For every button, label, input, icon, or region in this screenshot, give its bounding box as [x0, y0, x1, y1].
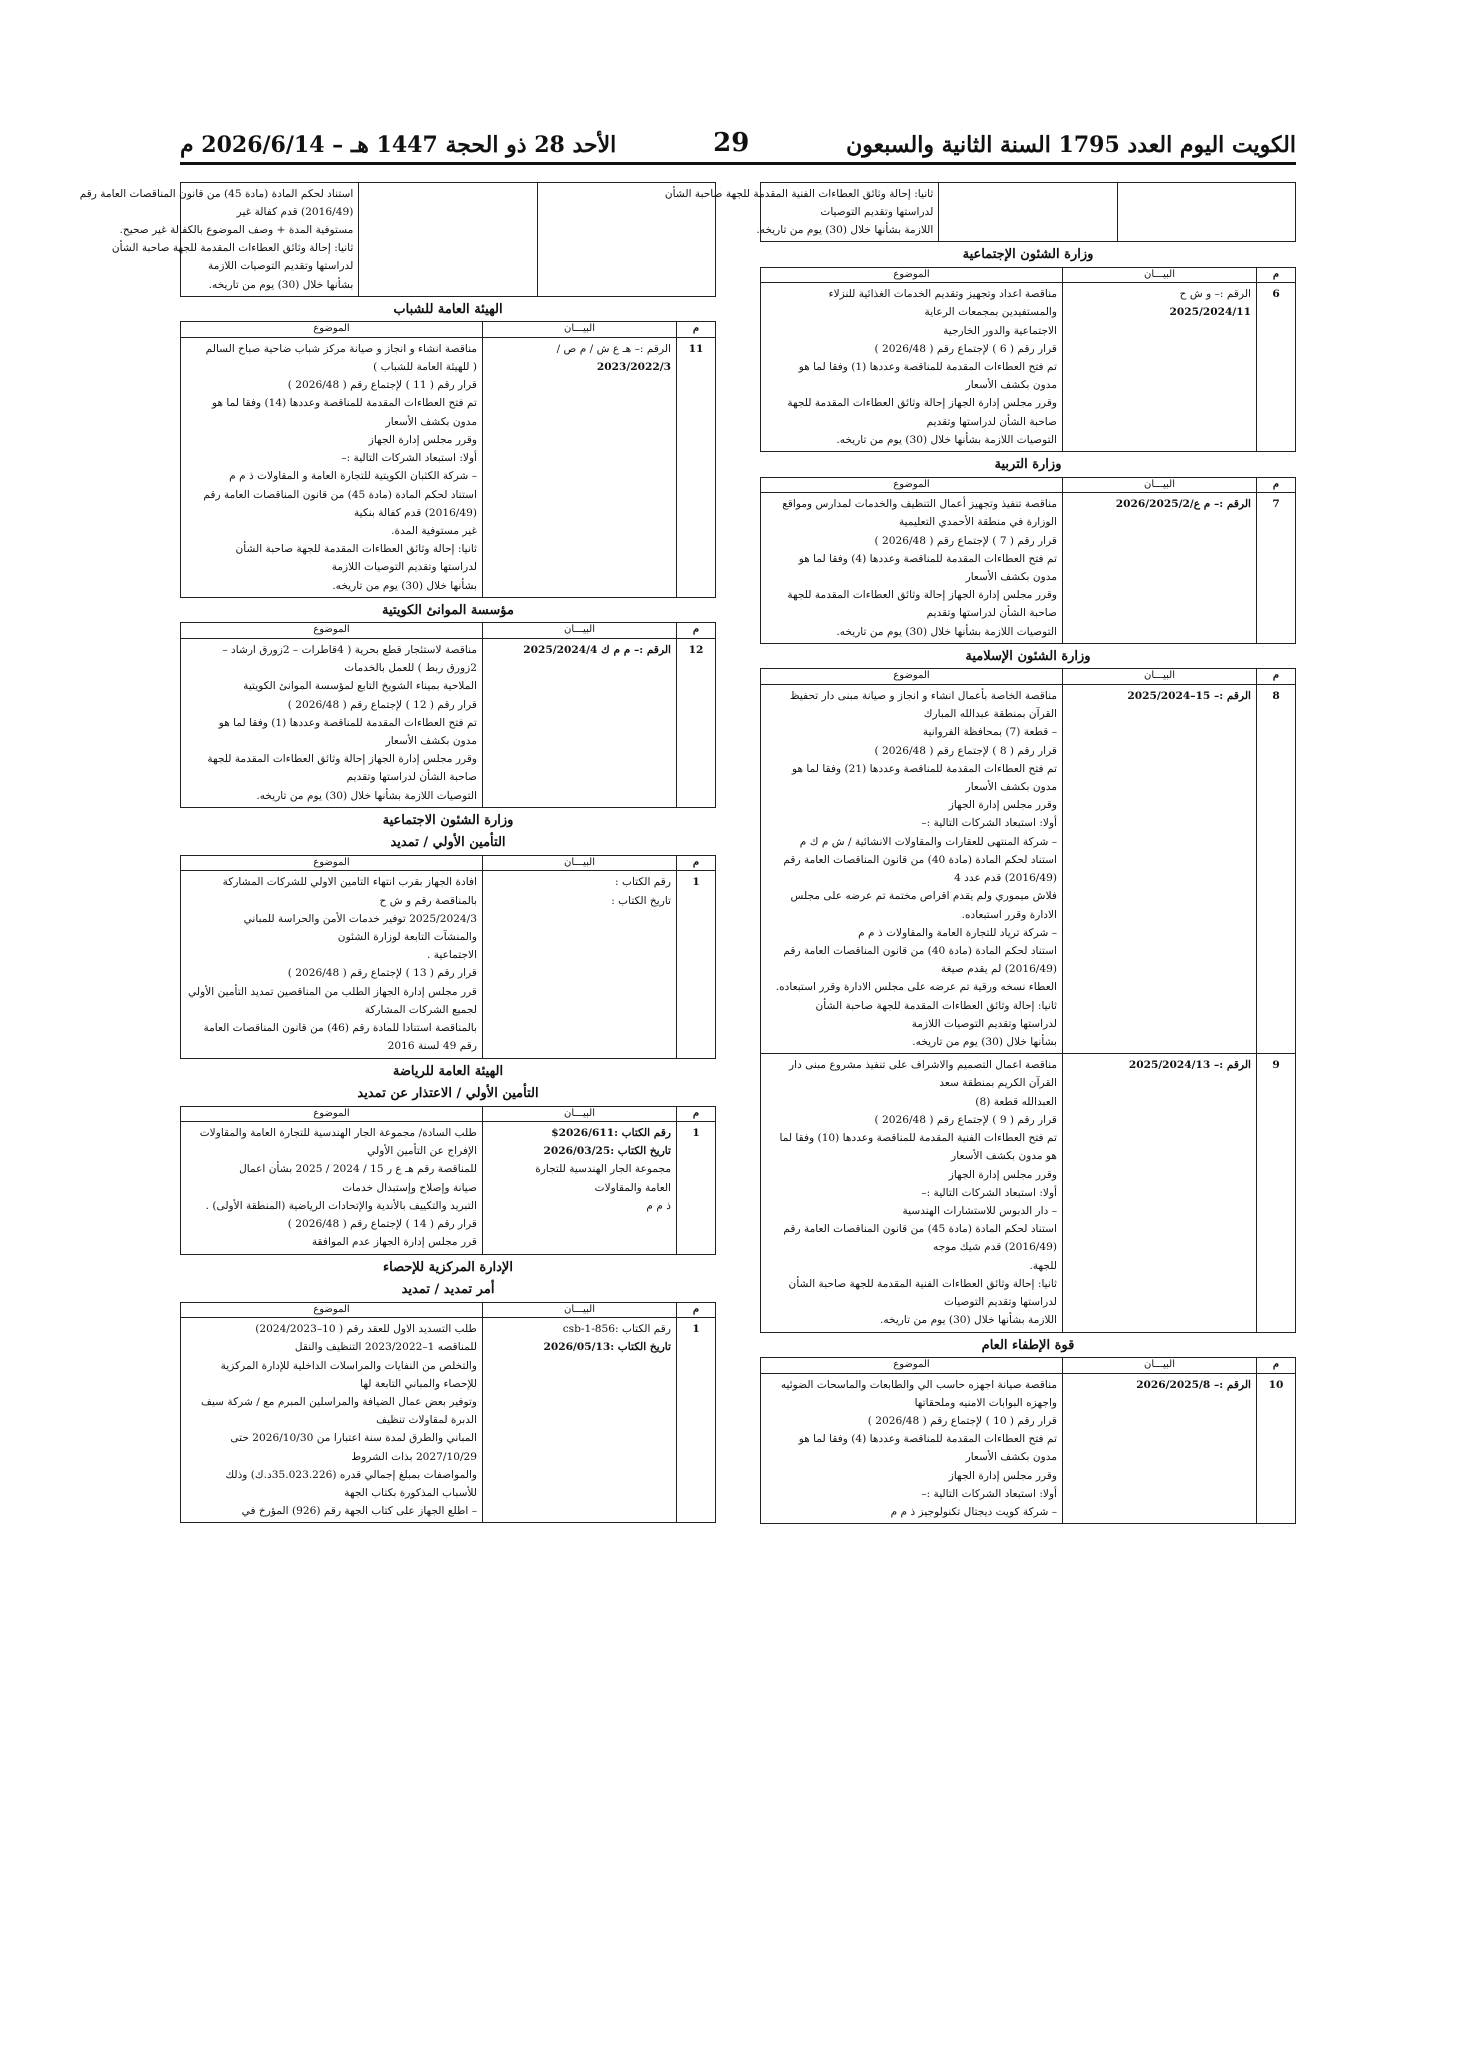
subject-line: 2زورق ربط ) للعمل بالخدمات	[344, 662, 477, 675]
table-row	[761, 283, 1296, 452]
subject-line: ثانيا: إحالة وثائق العطاءات المقدمة للجهة صاحبة الشأن	[235, 543, 477, 556]
item-number: 1	[677, 1122, 716, 1255]
subject-line: تم فتح العطاءات المقدمة للمناقصة وعددها (1) وفقا لما هو	[798, 361, 1057, 374]
subject-line: ثانيا: إحالة وثائق العطاءات الفنية المقدمة للجهة صاحبة الشأن	[788, 1277, 1057, 1290]
column-header-s: الموضوع	[181, 322, 483, 338]
table-row	[761, 182, 1296, 242]
column-header-b: البيـــان	[483, 322, 677, 338]
subject-cell	[181, 638, 483, 807]
subject-line: بالمناقصة استنادا للمادة رقم (46) من قانون المناقصات العامة	[203, 1022, 477, 1035]
reference-cell	[483, 871, 677, 1058]
section-title: وزارة الشئون الإجتماعية	[962, 247, 1094, 263]
subject-cell	[181, 871, 483, 1058]
column-header-b: البيـــان	[483, 623, 677, 639]
column-header-b: البيـــان	[483, 1106, 677, 1122]
column-header-s: الموضوع	[761, 267, 1063, 283]
subject-line: قرار رقم ( 6 ) لإجتماع رقم ( 2026/48 )	[874, 342, 1057, 355]
issue-info: الكويت اليوم العدد 1795 السنة الثانية والسبعون	[846, 132, 1296, 158]
subject-cell	[761, 1054, 1063, 1332]
decision-table	[760, 267, 1296, 452]
subject-line: تم فتح العطاءات المقدمة للمناقصة وعددها (4) وفقا لما هو	[798, 552, 1057, 565]
item-number	[1117, 182, 1295, 242]
subject-line: مدون بكشف الأسعار	[965, 379, 1057, 392]
subject-cell	[79, 182, 359, 296]
section-title: وزارة الشئون الاجتماعية	[382, 812, 514, 828]
decision-table	[760, 668, 1296, 1332]
subject-line: مناقصة صيانة اجهزه حاسب الي والطابعات والماسحات الضوئيه	[780, 1378, 1057, 1391]
column-header-s: الموضوع	[181, 1106, 483, 1122]
subject-line: ثانيا: إحالة وثائق العطاءات الفنية المقدمة للجهة صاحبة الشأن	[664, 187, 934, 200]
subject-line: الاجتماعية .	[426, 949, 477, 962]
subject-line: اللازمة بشأنها خلال (30) يوم من تاريخه.	[756, 223, 934, 236]
subject-line: قرر مجلس إدارة الجهاز عدم الموافقة	[311, 1236, 477, 1249]
subject-line: اللازمة بشأنها خلال (30) يوم من تاريخه.	[879, 1314, 1057, 1327]
section-subtitle: أمر تمديد / تمديد	[401, 1282, 495, 1298]
section-title: وزارة التربية	[994, 457, 1062, 473]
subject-line: طلب التسديد الاول للعقد رقم ( 10–2024/2023)	[255, 1323, 477, 1336]
reference-line: 2023/2022/3	[596, 361, 671, 374]
item-number: 7	[1257, 493, 1296, 644]
column-header-b: البيـــان	[1063, 1358, 1257, 1374]
column-header-m: م	[677, 855, 716, 871]
subject-line: مدون بكشف الأسعار	[385, 734, 477, 747]
subject-line: قرار رقم ( 11 ) لإجتماع رقم ( 2026/48 )	[287, 379, 477, 392]
reference-cell	[483, 1318, 677, 1523]
reference-cell	[1063, 1373, 1257, 1524]
table-row	[181, 182, 716, 296]
subject-cell	[761, 1373, 1063, 1524]
reference-cell	[1063, 283, 1257, 452]
subject-line: الدبرة لمقاولات تنظيف	[376, 1414, 477, 1427]
page-number: 29	[713, 128, 750, 158]
reference-cell	[483, 337, 677, 597]
subject-line: صاحبة الشأن لدراستها وتقديم	[926, 415, 1057, 428]
subject-line: تم فتح العطاءات الفنية المقدمة للمناقصة وعددها (10) وفقا لما	[779, 1132, 1057, 1145]
column-header-m: م	[1257, 477, 1296, 493]
subject-line: قرار رقم ( 10 ) لإجتماع رقم ( 2026/48 )	[867, 1414, 1057, 1427]
subject-line: استناد لحكم المادة (مادة 45) من قانون المناقصات العامة رقم	[79, 187, 354, 200]
subject-line: قرار رقم ( 9 ) لإجتماع رقم ( 2026/48 )	[874, 1113, 1057, 1126]
subject-line: الاجتماعية والدور الخارجية	[943, 324, 1057, 337]
subject-line: 2025/2024/3 توفير خدمات الأمن والحراسة للمباني	[243, 912, 477, 925]
subject-line: لدراستها وتقديم التوصيات	[820, 205, 934, 218]
subject-line: لدراستها وتقديم التوصيات اللازمة	[331, 561, 477, 574]
column-header-m: م	[677, 623, 716, 639]
column-header-b: البيـــان	[483, 855, 677, 871]
subject-cell	[181, 337, 483, 597]
item-number: 9	[1257, 1054, 1296, 1332]
subject-line: للمناقصه 1–2023/2022 التنظيف والنقل	[294, 1341, 477, 1354]
section-subtitle: التأمين الأولي / تمديد	[390, 835, 506, 851]
reference-line: رقم الكتاب :2026/611$	[551, 1127, 671, 1140]
subject-line: بالمناقصة رقم و ش ح	[379, 894, 477, 907]
reference-cell	[1063, 1054, 1257, 1332]
subject-line: ثانيا: إحالة وثائق العطاءات المقدمة للجهة صاحبة الشأن	[111, 242, 354, 255]
subject-line: وقرر مجلس إدارة الجهاز	[948, 1469, 1057, 1482]
table-header-row	[761, 477, 1296, 493]
subject-line: للإحصاء والمباني التابعة لها	[360, 1377, 477, 1390]
column-header-m: م	[1257, 267, 1296, 283]
subject-line: للمناقصة رقم هـ ع ر 15 / 2024 / 2025 بشأن اعمال	[239, 1163, 477, 1176]
table-row	[761, 684, 1296, 1053]
table-row	[761, 493, 1296, 644]
subject-line: لجميع الشركات المشاركة	[364, 1003, 477, 1016]
subject-line: – شركة كويت ديجتال تكنولوجيز ذ م م	[890, 1506, 1057, 1519]
decision-table	[180, 855, 716, 1059]
subject-line: لدراستها وتقديم التوصيات اللازمة	[911, 1017, 1057, 1030]
reference-line: الرقم :– م ع/2026/2025/2	[1115, 498, 1251, 511]
subject-line: (2016/49) قدم عدد 4	[954, 872, 1057, 885]
reference-line: ذ م م	[646, 1199, 671, 1212]
subject-line: مناقصة لاستئجار قطع بحرية ( 4قاطرات – 2زورق ارشاد –	[222, 643, 477, 656]
subject-line: التوصيات اللازمة بشأنها خلال (30) يوم من تاريخه.	[256, 789, 477, 802]
subject-line: قرار رقم ( 7 ) لإجتماع رقم ( 2026/48 )	[874, 534, 1057, 547]
subject-line: – اطلع الجهاز على كتاب الجهة رقم (926) المؤرخ في	[241, 1505, 477, 1518]
table-header-row	[761, 267, 1296, 283]
subject-cell	[761, 684, 1063, 1053]
decision-table	[180, 1106, 716, 1255]
column-header-m: م	[677, 1106, 716, 1122]
subject-line: لدراستها وتقديم التوصيات اللازمة	[208, 260, 354, 273]
subject-line: قرار رقم ( 14 ) لإجتماع رقم ( 2026/48 )	[287, 1218, 477, 1231]
subject-line: للجهة.	[1029, 1259, 1057, 1272]
reference-line: رقم الكتاب :	[615, 876, 671, 889]
subject-line: غير مستوفية المدة.	[391, 525, 477, 537]
subject-cell	[181, 1318, 483, 1523]
reference-line: الرقم :– و ش ح	[1179, 288, 1251, 301]
subject-cell	[181, 1122, 483, 1255]
table-row	[761, 1054, 1296, 1332]
subject-line: والمنشآت التابعة لوزارة الشئون	[337, 931, 477, 943]
page-header	[180, 118, 1296, 158]
item-number: 1	[677, 871, 716, 1058]
subject-line: استناد لحكم المادة (مادة 45) من قانون المناقصات العامة رقم	[203, 488, 477, 501]
subject-line: مناقصة الخاصة بأعمال انشاء و انجاز و صيانة مبنى دار تحفيظ	[789, 689, 1057, 702]
decision-table	[79, 182, 716, 297]
subject-line: – شركة المنتهى للعقارات والمقاولات الانشائية / ش م ك م	[799, 835, 1057, 848]
section-title: الإدارة المركزية للإحصاء	[383, 1259, 513, 1275]
table-header-row	[181, 855, 716, 871]
subject-line: قرار رقم ( 13 ) لإجتماع رقم ( 2026/48 )	[287, 967, 477, 980]
table-row	[181, 871, 716, 1058]
item-number: 8	[1257, 684, 1296, 1053]
section-title: مؤسسة الموانئ الكويتية	[382, 602, 514, 618]
section-title: وزارة الشئون الإسلامية	[965, 648, 1091, 664]
subject-line: مناقصة انشاء و انجاز و صيانة مركز شباب ضاحية صباح السالم	[205, 342, 477, 355]
reference-line: الرقم :– 15–2025/2024	[1127, 689, 1251, 702]
table-header-row	[181, 623, 716, 639]
subject-line: ( للهيئة العامة للشباب )	[373, 361, 477, 374]
reference-cell	[359, 182, 537, 296]
subject-line: الإفراج عن التأمين الأولي	[367, 1145, 477, 1158]
subject-line: أولا: استبعاد الشركات التالية :–	[921, 817, 1057, 830]
item-number: 11	[677, 337, 716, 597]
left-column	[79, 182, 716, 1523]
subject-line: وتوفير بعض عمال الضيافة والمراسلين المبرم مع / شركة سيف	[201, 1395, 477, 1408]
item-number: 12	[677, 638, 716, 807]
item-number: 10	[1257, 1373, 1296, 1524]
table-header-row	[181, 1106, 716, 1122]
table-header-row	[181, 322, 716, 338]
subject-line: العطاء نسخه ورقية تم عرضه على مجلس الادارة وقرر استبعاده.	[775, 981, 1057, 994]
subject-line: والتخلص من النفايات والمراسلات الداخلية للإدارة المركزية	[220, 1359, 477, 1372]
subject-line: استناد لحكم المادة (مادة 40) من قانون المناقصات العامة رقم	[783, 853, 1057, 866]
subject-line: رقم 49 لسنة 2016	[387, 1040, 477, 1053]
reference-line: العامة والمقاولات	[594, 1181, 671, 1194]
subject-line: (2016/49) قدم كفالة غير	[236, 205, 354, 218]
subject-line: (2016/49) قدم كفالة بنكية	[354, 506, 477, 519]
reference-cell	[1063, 684, 1257, 1053]
reference-line: مجموعة الجار الهندسية للتجارة	[535, 1163, 671, 1176]
subject-cell	[761, 283, 1063, 452]
subject-line: فلاش ميموري ولم يقدم اقراص مختمة تم عرضه على مجلس	[790, 890, 1057, 903]
subject-line: تم فتح العطاءات المقدمة للمناقصة وعددها (21) وفقا لما هو	[792, 762, 1057, 775]
reference-line: تاريخ الكتاب :2026/05/13	[543, 1341, 671, 1354]
reference-line: الرقم :– م م ك 2025/2024/4	[523, 643, 671, 656]
subject-line: – قطعة (7) بمحافظة الفروانية	[922, 726, 1057, 739]
subject-line: مناقصة تنفيذ وتجهيز أعمال التنظيف والخدمات لمدارس ومواقع	[782, 498, 1057, 511]
subject-line: (2016/49) قدم شيك موجه	[933, 1241, 1057, 1254]
subject-line: التوصيات اللازمة بشأنها خلال (30) يوم من تاريخه.	[836, 433, 1057, 446]
subject-line: وقرر مجلس إدارة الجهاز إحالة وثائق العطاءات المقدمة للجهة	[787, 589, 1057, 602]
table-row	[181, 1122, 716, 1255]
subject-line: الادارة وقرر استبعاده.	[961, 908, 1057, 921]
subject-line: – دار الدبوس للاستشارات الهندسية	[902, 1205, 1057, 1217]
column-header-b: البيـــان	[1063, 267, 1257, 283]
column-header-s: الموضوع	[761, 477, 1063, 493]
reference-line: تاريخ الكتاب :	[611, 894, 671, 907]
subject-line: مدون بكشف الأسعار	[965, 1451, 1057, 1464]
subject-line: ثانيا: إحالة وثائق العطاءات المقدمة للجهة صاحبة الشأن	[815, 999, 1057, 1012]
table-header-row	[761, 669, 1296, 685]
subject-line: مستوفية المدة + وصف الموضوع بالكفالة غير صحيح.	[119, 223, 354, 236]
table-row	[181, 337, 716, 597]
column-header-m: م	[1257, 1358, 1296, 1374]
column-header-s: الموضوع	[181, 855, 483, 871]
subject-cell	[664, 182, 939, 242]
subject-line: الملاحية بميناء الشويخ التابع لمؤسسة الموانئ الكويتية	[243, 680, 477, 693]
reference-cell	[939, 182, 1117, 242]
subject-line: افادة الجهاز بقرب انتهاء التامين الاولي للشركات المشاركة	[222, 876, 477, 889]
section-title: الهيئة العامة للرياضة	[392, 1063, 504, 1079]
subject-line: مناقصة اعمال التصميم والاشراف على تنفيذ مشروع مبنى دار	[789, 1059, 1057, 1072]
subject-line: صاحبة الشأن لدراستها وتقديم	[346, 771, 477, 784]
subject-line: قرر مجلس إدارة الجهاز الطلب من المناقصين تمديد التأمين الأولي	[188, 985, 477, 998]
subject-line: بشأنها خلال (30) يوم من تاريخه.	[208, 278, 354, 291]
section-title: قوة الإطفاء العام	[981, 1337, 1075, 1353]
subject-line: والمواصفات بمبلغ إجمالي قدره (35.023.226د.ك) وذلك	[225, 1468, 477, 1481]
decision-table	[760, 477, 1296, 644]
subject-line: تم فتح العطاءات المقدمة للمناقصة وعددها (14) وفقا لما هو	[212, 397, 477, 410]
subject-line: واجهزه البوابات الامنيه وملحقاتها	[914, 1396, 1057, 1409]
reference-cell	[483, 1122, 677, 1255]
reference-line: الرقم :– 2025/2024/13	[1128, 1059, 1251, 1072]
subject-line: طلب السادة/ مجموعة الجار الهندسية للتجارة العامة والمقاولات	[199, 1127, 477, 1140]
column-header-s: الموضوع	[761, 1358, 1063, 1374]
item-number	[537, 182, 715, 296]
subject-line: أولا: استبعاد الشركات التالية :–	[921, 1186, 1057, 1199]
subject-line: وقرر مجلس إدارة الجهاز إحالة وثائق العطاءات المقدمة للجهة	[787, 397, 1057, 410]
table-row	[761, 1373, 1296, 1524]
subject-line: بشأنها خلال (30) يوم من تاريخه.	[912, 1036, 1057, 1049]
table-header-row	[761, 1358, 1296, 1374]
column-header-m: م	[677, 1302, 716, 1318]
reference-cell	[1063, 493, 1257, 644]
subject-line: استناد لحكم المادة (مادة 40) من قانون المناقصات العامة رقم	[783, 944, 1057, 957]
subject-line: – شركة الكثبان الكويتية للتجارة العامة و المقاولات ذ م م	[229, 470, 477, 483]
section-title: الهيئة العامة للشباب	[393, 301, 503, 317]
column-header-m: م	[1257, 669, 1296, 685]
section-subtitle: التأمين الأولي / الاعتذار عن تمديد	[357, 1086, 539, 1102]
subject-line: وقرر مجلس إدارة الجهاز	[948, 799, 1057, 812]
subject-line: صاحبة الشأن لدراستها وتقديم	[926, 607, 1057, 620]
subject-line: للأسباب المذكورة بكتاب الجهة	[344, 1487, 477, 1500]
subject-line: صيانة وإصلاح وإستبدال خدمات	[342, 1181, 477, 1194]
decision-table	[180, 1302, 716, 1524]
column-header-s: الموضوع	[761, 669, 1063, 685]
subject-line: قرار رقم ( 12 ) لإجتماع رقم ( 2026/48 )	[287, 698, 477, 711]
subject-line: القرآن الكريم بمنطقة سعد	[939, 1077, 1057, 1090]
decision-table	[180, 622, 716, 807]
item-number: 1	[677, 1318, 716, 1523]
subject-line: المباني والطرق لمدة سنة اعتبارا من 2026/10/30 حتى	[230, 1432, 477, 1445]
decision-table	[760, 1357, 1296, 1524]
column-header-b: البيـــان	[483, 1302, 677, 1318]
subject-cell	[761, 493, 1063, 644]
column-header-s: الموضوع	[181, 1302, 483, 1318]
subject-line: مناقصة اعداد وتجهيز وتقديم الخدمات الغذائية للنزلاء	[828, 288, 1057, 301]
table-header-row	[181, 1302, 716, 1318]
item-number: 6	[1257, 283, 1296, 452]
decision-table	[180, 321, 716, 598]
column-header-s: الموضوع	[181, 623, 483, 639]
subject-line: – شركة ترياد للتجارة العامة والمقاولات ذ م م	[858, 926, 1057, 939]
table-row	[181, 1318, 716, 1523]
subject-line: هو مدون بكشف الأسعار	[951, 1150, 1057, 1163]
subject-line: بشأنها خلال (30) يوم من تاريخه.	[332, 579, 477, 592]
column-header-m: م	[677, 322, 716, 338]
column-header-b: البيـــان	[1063, 477, 1257, 493]
subject-line: القرآن بمنطقة عبدالله المبارك	[923, 708, 1057, 721]
subject-line: 2027/10/29 بذات الشروط	[351, 1450, 477, 1463]
subject-line: التبريد والتكييف بالأندية والإتحادات الرياضية (المنطقة الأولى) .	[205, 1199, 477, 1212]
subject-line: قرار رقم ( 8 ) لإجتماع رقم ( 2026/48 )	[874, 744, 1057, 757]
subject-line: لدراستها وتقديم التوصيات	[944, 1296, 1057, 1309]
table-row	[181, 638, 716, 807]
subject-line: تم فتح العطاءات المقدمة للمناقصة وعددها (1) وفقا لما هو	[218, 716, 477, 729]
subject-line: (2016/49) لم يقدم صيغة	[940, 963, 1057, 976]
reference-line: الرقم :– 2026/2025/8	[1136, 1378, 1251, 1391]
subject-line: أولا: استبعاد الشركات التالية :–	[921, 1487, 1057, 1500]
subject-line: مدون بكشف الأسعار	[965, 780, 1057, 793]
header-rule	[180, 162, 1296, 165]
reference-cell	[483, 638, 677, 807]
subject-line: التوصيات اللازمة بشأنها خلال (30) يوم من تاريخه.	[836, 625, 1057, 638]
subject-line: أولا: استبعاد الشركات التالية :–	[341, 452, 477, 465]
subject-line: استناد لحكم المادة (مادة 45) من قانون المناقصات العامة رقم	[783, 1223, 1057, 1236]
date-info: الأحد 28 ذو الحجة 1447 هـ – 2026/6/14 م	[180, 132, 617, 158]
subject-line: والمستفيدين بمجمعات الرعاية	[924, 306, 1057, 319]
subject-line: الوزارة في منطقة الأحمدي التعليمية	[898, 516, 1057, 529]
subject-line: مدون بكشف الأسعار	[965, 571, 1057, 583]
subject-line: تم فتح العطاءات المقدمة للمناقصة وعددها (4) وفقا لما هو	[798, 1433, 1057, 1446]
reference-line: رقم الكتاب :csb-1-856	[562, 1323, 671, 1336]
subject-line: وقرر مجلس إدارة الجهاز إحالة وثائق العطاءات المقدمة للجهة	[207, 753, 477, 766]
decision-table	[664, 182, 1296, 242]
subject-line: وقرر مجلس إدارة الجهاز	[368, 433, 477, 446]
subject-line: وقرر مجلس إدارة الجهاز	[948, 1168, 1057, 1181]
reference-line: 2025/2024/11	[1169, 306, 1251, 319]
reference-line: الرقم :– هـ ع ش / م ص /	[556, 342, 671, 355]
column-header-b: البيـــان	[1063, 669, 1257, 685]
reference-line: تاريخ الكتاب :2026/03/25	[543, 1145, 671, 1158]
subject-line: مدون بكشف الأسعار	[385, 415, 477, 428]
subject-line: العبدالله قطعة (8)	[975, 1095, 1057, 1108]
